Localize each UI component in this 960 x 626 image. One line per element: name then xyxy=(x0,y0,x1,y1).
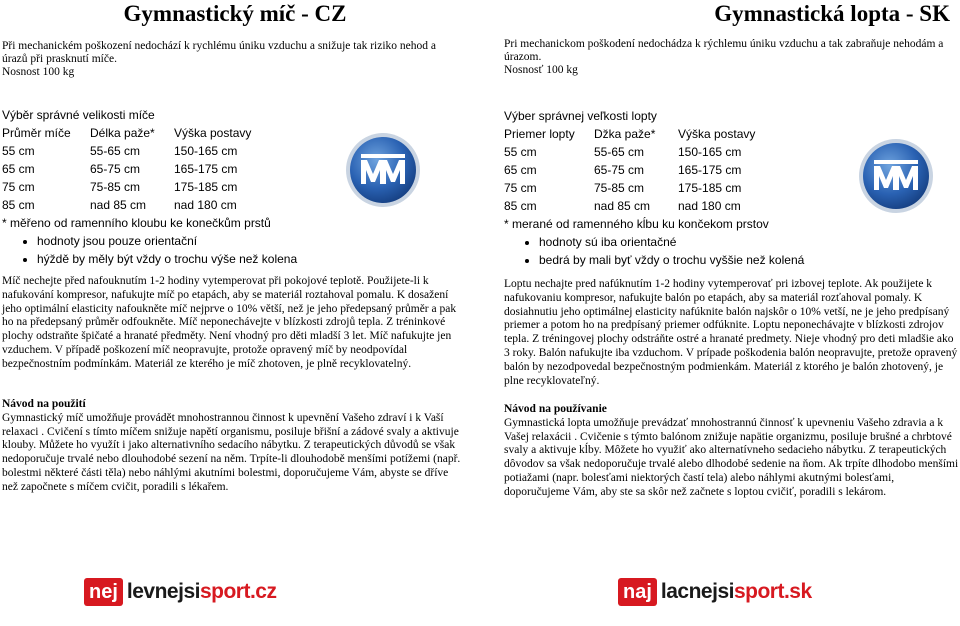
table-cell: 75 cm xyxy=(504,181,537,195)
table-cell: 65-75 cm xyxy=(90,162,141,176)
banner-site-part: sport.cz xyxy=(199,580,277,603)
cz-shop-banner[interactable] xyxy=(84,578,334,616)
table-row xyxy=(2,160,261,178)
cz-bullet-list xyxy=(2,232,342,268)
sk-size-title: Výber správnej veľkosti lopty xyxy=(504,109,657,123)
cz-load: Nosnost 100 kg xyxy=(2,66,75,78)
banner-site-part: levnejsi xyxy=(126,580,200,603)
list-item: • hýždě by měly být vždy o trochu výše než kolena xyxy=(37,250,342,268)
sk-title: Gymnastická lopta - SK xyxy=(714,1,950,26)
banner-site-part: sport.sk xyxy=(733,580,812,603)
list-item: • hodnoty jsou pouze orientační xyxy=(37,232,342,250)
table-row xyxy=(504,179,765,197)
banner-badge: nej xyxy=(84,578,123,606)
table-header-cell: Délka paže* xyxy=(90,126,155,140)
banner-site xyxy=(127,580,277,603)
sk-paragraph-care: Loptu nechajte pred nafúknutím 1-2 hodiny vytemperovať pri izbovej teplote. Ak použijete k nafukovaniu kompresor, nafukujte balón po etapách, aby sa materiál rozťahoval pomaly. K dosiahnutiu jeho optimálnej elasticity nafúknite balón najskôr o 10% vetší, ne je jeho predpísaný priemer a potom ho na predpísaný priemer odfúknite. Loptu neponechávajte v blízkosti zdrojov tepla. Z tréningovej plochy odstráňte ostré a hranaté predmety. Nieje vhodný pro deti mladšie ako 3 roky. Balón nafukujte iba vzduchom. V prípade poškodenia balón neopravujte, pretože opravený balón by nezodpovedal bezpečnostným podmienkám. Materiál z ktorého je balón zhotovený, je plne recyklovateľný. xyxy=(504,278,958,387)
mm-logo-icon xyxy=(856,136,936,216)
table-cell: 175-185 cm xyxy=(678,181,742,195)
table-row xyxy=(504,143,765,161)
cz-usage-block xyxy=(2,398,462,495)
table-header-cell: Výška postavy xyxy=(678,127,756,141)
sk-usage-title: Návod na používanie xyxy=(504,403,607,415)
table-cell: 165-175 cm xyxy=(678,163,742,177)
sk-intro xyxy=(504,38,959,77)
table-cell: 55-65 cm xyxy=(594,145,645,159)
sk-column xyxy=(490,0,960,603)
table-cell: 55 cm xyxy=(504,145,537,159)
cz-usage-title: Návod na použití xyxy=(2,398,86,410)
sk-load: Nosnosť 100 kg xyxy=(504,64,578,76)
cz-usage-text: Gymnastický míč umožňuje provádět mnohostrannou činnost k upevnění Vašeho zdraví i k Vaší relaxaci . Cvičení s tímto míčem snižuje napětí organismu, posiluje břišní a zádové svaly a aktivuje klouby. Můžete ho využít i jako alternativního sedacího nábytku. Z terapeutických důvodů se však nedoporučuje trvalé nebo dlouhodobé sezení na něm. Trpíte-li dlouhodobě menšími potížemi (např. bolestmi některé části těla) nebo náhlými akutními bolestmi, doporučujeme Vám, abyste se dříve než započnete s míčem cvičit, poradili s lékařem. xyxy=(2,411,461,493)
table-cell: 75-85 cm xyxy=(594,181,645,195)
table-cell: nad 180 cm xyxy=(678,199,741,213)
sk-bullet-list xyxy=(504,233,844,269)
table-header-cell: Priemer lopty xyxy=(504,127,575,141)
banner-badge: naj xyxy=(618,578,657,606)
table-row xyxy=(504,161,765,179)
cz-column xyxy=(0,0,470,603)
cz-title: Gymnastický míč - CZ xyxy=(123,1,347,26)
cz-footnote: * měřeno od ramenního kloubu ke konečkům prstů xyxy=(2,216,271,230)
sk-usage-text: Gymnastická lopta umožňuje prevádzať mnohostrannú činnosť k upevneniu Vašeho zdravia a k Vašej relaxácii . Cvičenie s týmto balónom znižuje napätie organizmu, posiluje brušné a chrbtové svaly a aktivuje kĺby. Môžete ho využiť ako alternatívneho sedacieho nábytku. Z terapeutických dôvodov sa však nedoporučuje trvalé alebo dlhodobé sedenie na ňom. Ak trpíte dlhodobo menšími potiažami (napr. bolesťami niektorých častí tela) alebo náhlymi akutnými bolesťami, doporučujeme Vám, aby ste sa skôr než začnete s loptou cvičiť, poradili s lekárom. xyxy=(504,416,959,498)
table-header-cell: Průměr míče xyxy=(2,126,71,140)
table-header-row xyxy=(504,125,765,143)
table-cell: 75-85 cm xyxy=(90,180,141,194)
table-header-cell: Výška postavy xyxy=(174,126,252,140)
table-cell: 65 cm xyxy=(504,163,537,177)
cz-size-block xyxy=(2,106,342,268)
table-cell: 150-165 cm xyxy=(174,144,238,158)
table-row xyxy=(2,196,261,214)
table-cell: 85 cm xyxy=(504,199,537,213)
table-cell: 85 cm xyxy=(2,198,35,212)
table-cell: 175-185 cm xyxy=(174,180,238,194)
table-cell: 165-175 cm xyxy=(174,162,238,176)
table-cell: 55-65 cm xyxy=(90,144,141,158)
sk-size-block xyxy=(504,107,844,269)
table-row xyxy=(2,178,261,196)
sk-intro-text: Pri mechanickom poškodení nedochádza k rýchlemu úniku vzduchu a tak zabraňuje nehodám a úrazom. xyxy=(504,38,944,63)
list-item: • bedrá by mali byť vždy o trochu vyššie než kolená xyxy=(539,251,844,269)
table-header-row xyxy=(2,124,261,142)
cz-size-title: Výběr správné velikosti míče xyxy=(2,108,155,122)
sk-shop-banner[interactable] xyxy=(618,578,878,616)
table-row xyxy=(2,142,261,160)
sk-usage-block xyxy=(504,403,960,500)
cz-paragraph-care: Míč nechejte před nafouknutím 1-2 hodiny vytemperovat při pokojové teplotě. Použijete-li k nafukování kompresor, nafukujte míč po etapách, aby se materiál roztahoval pomalu. K dosažení jeho optimální elasticity nafoukněte míč nejprve o 10% větší, než je jeho předepsaný průměr a pak ho na předepsaný průměr odfoukněte. Míč neponechávejte v blízkosti zdrojů tepla. Z tréninkové plochy odstraňte špičaté a hranaté předměty. Není vhodný pro děti mladší 3 let. Míč nafukujte jen vzduchem. V případě poškození míč neopravujte, protože opravený míč by neodpovídal bezpečnostním podmínkám. Materiál ze kterého je míč zhotoven, je plně recyklovatelný. xyxy=(2,275,457,370)
table-cell: 65-75 cm xyxy=(594,163,645,177)
cz-intro xyxy=(2,40,457,79)
cz-size-table xyxy=(2,124,261,214)
sk-footnote: * merané od ramenného kĺbu ku končekom prstov xyxy=(504,217,769,231)
table-cell: 150-165 cm xyxy=(678,145,742,159)
table-cell: nad 85 cm xyxy=(594,199,651,213)
banner-site xyxy=(661,580,812,603)
sk-size-table xyxy=(504,125,765,215)
mm-logo-icon xyxy=(343,130,423,210)
list-item: • hodnoty sú iba orientačné xyxy=(539,233,844,251)
table-cell: nad 85 cm xyxy=(90,198,147,212)
table-header-cell: Džka paže* xyxy=(594,127,656,141)
table-cell: 55 cm xyxy=(2,144,35,158)
cz-intro-text: Při mechanickém poškození nedochází k rychlému úniku vzduchu a snižuje tak riziko nehod a úrazů při prasknutí míče. xyxy=(2,40,436,65)
banner-site-part: lacnejsi xyxy=(660,580,734,603)
table-cell: nad 180 cm xyxy=(174,198,237,212)
table-cell: 65 cm xyxy=(2,162,35,176)
table-row xyxy=(504,197,765,215)
table-cell: 75 cm xyxy=(2,180,35,194)
